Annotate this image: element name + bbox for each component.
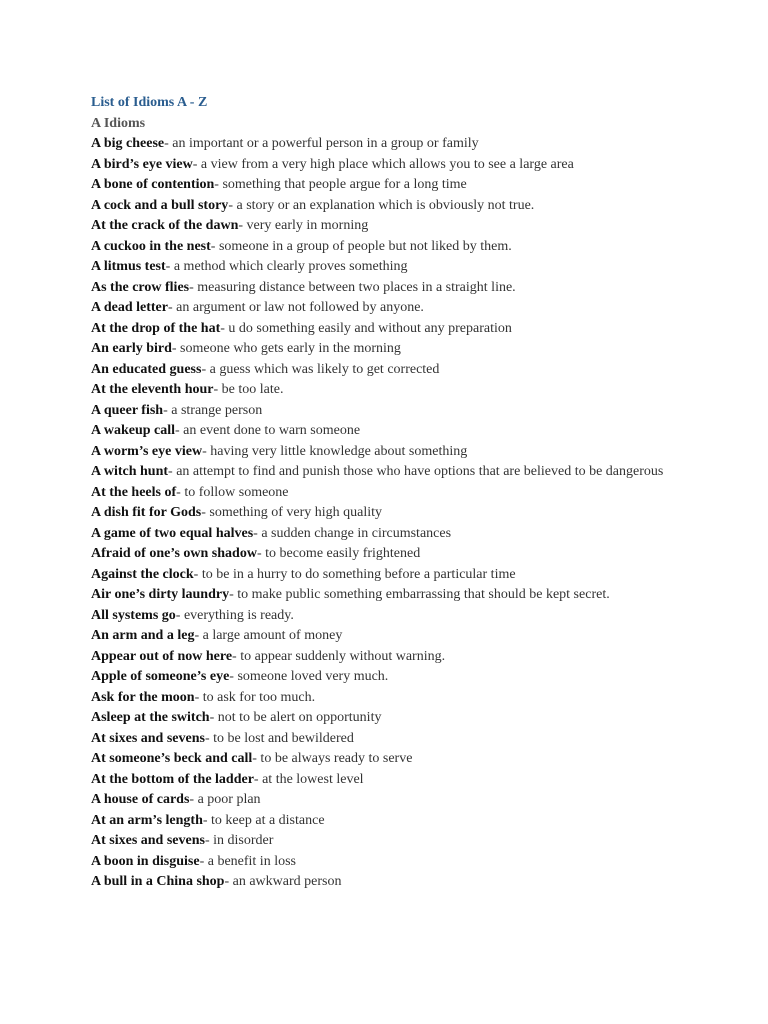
idiom-definition: - a guess which was likely to get corrected (201, 361, 440, 377)
idiom-term: A house of cards (91, 792, 190, 807)
idiom-term: A cuckoo in the nest (91, 238, 211, 254)
idiom-definition: - having very little knowledge about something (202, 443, 468, 459)
idiom-definition: - a method which clearly proves something (165, 259, 408, 274)
list-item (91, 298, 671, 319)
idiom-term: Ask for the moon (91, 689, 195, 705)
idiom-definition: - everything is ready. (175, 607, 294, 623)
idiom-term: Air one’s dirty laundry (91, 587, 230, 602)
idiom-definition: - to keep at a distance (202, 812, 325, 828)
list-item (91, 811, 671, 832)
list-item (91, 134, 671, 155)
list-item (91, 585, 671, 606)
section-heading: A Idioms (91, 115, 146, 131)
list-item (91, 442, 671, 463)
idiom-definition: - be too late. (213, 382, 284, 397)
idiom-definition: - measuring distance between two places in a straight line. (189, 279, 516, 295)
idiom-definition: - to be lost and bewildered (204, 730, 354, 746)
list-item (91, 380, 671, 401)
idiom-term: At the heels of (91, 484, 177, 500)
idiom-term: A bull in a China shop (91, 874, 225, 889)
idiom-definition: - an awkward person (224, 874, 342, 889)
idiom-definition: - to follow someone (176, 484, 289, 500)
list-item (91, 708, 671, 729)
idiom-term: An early bird (91, 341, 172, 356)
list-item (91, 175, 671, 196)
idiom-term: Asleep at the switch (91, 710, 210, 725)
list-item (91, 278, 671, 299)
idiom-term: A bone of contention (91, 177, 215, 192)
idiom-term: A litmus test (91, 259, 166, 274)
idiom-term: At the crack of the dawn (91, 218, 239, 233)
idiom-term: Afraid of one’s own shadow (91, 546, 257, 561)
idiom-term: At someone’s beck and call (91, 751, 253, 766)
idiom-term: At sixes and sevens (91, 833, 205, 848)
idiom-term: A worm’s eye view (91, 443, 203, 459)
idiom-term: At the eleventh hour (91, 382, 214, 397)
list-item (91, 401, 671, 422)
idiom-definition: - to be in a hurry to do something before a particular time (193, 566, 516, 582)
idiom-term: A bird’s eye view (91, 156, 193, 172)
idiom-definition: - very early in morning (238, 218, 369, 233)
idiom-definition: - to ask for too much. (194, 689, 316, 705)
list-item (91, 544, 671, 565)
idiom-definition: - a strange person (163, 402, 263, 418)
list-item (91, 770, 671, 791)
idiom-definition: - someone loved very much. (229, 669, 389, 684)
idiom-definition: - a view from a very high place which allows you to see a large area (192, 156, 574, 172)
idiom-definition: - an argument or law not followed by anyone. (167, 300, 424, 315)
list-item (91, 831, 671, 852)
idiom-term: All systems go (91, 607, 176, 623)
list-item (91, 196, 671, 217)
idiom-term: A boon in disguise (91, 853, 200, 869)
idiom-definition: - someone in a group of people but not liked by them. (210, 238, 512, 254)
list-item (91, 462, 671, 483)
idiom-definition: - a benefit in loss (199, 853, 296, 869)
idiom-term: A dead letter (91, 300, 168, 315)
idiom-definition: - at the lowest level (253, 771, 364, 787)
list-item (91, 319, 671, 340)
idiom-definition: - to appear suddenly without warning. (232, 648, 446, 664)
idiom-term: A cock and a bull story (91, 197, 229, 213)
idiom-term: A witch hunt (91, 464, 169, 479)
idiom-definition: - to become easily frightened (256, 546, 421, 561)
idiom-term: At sixes and sevens (91, 730, 205, 746)
idiom-term: At the bottom of the ladder (91, 771, 254, 787)
list-item (91, 749, 671, 770)
list-item (91, 688, 671, 709)
idiom-term: A dish fit for Gods (91, 505, 202, 520)
document-page (91, 93, 671, 893)
idiom-definition: - something of very high quality (201, 505, 383, 520)
list-item (91, 524, 671, 545)
list-item (91, 872, 671, 893)
list-item (91, 360, 671, 381)
list-item (91, 421, 671, 442)
list-item (91, 790, 671, 811)
idiom-definition: - u do something easily and without any preparation (220, 320, 512, 336)
list-item (91, 606, 671, 627)
list-item (91, 729, 671, 750)
idiom-definition: - an attempt to find and punish those who have options that are believed to be dangerous (168, 464, 664, 479)
idiom-list (91, 134, 671, 893)
idiom-term: A game of two equal halves (91, 525, 254, 541)
list-item (91, 626, 671, 647)
idiom-term: At the drop of the hat (91, 320, 221, 336)
idiom-definition: - a story or an explanation which is obviously not true. (228, 197, 535, 213)
list-item (91, 852, 671, 873)
idiom-definition: - a large amount of money (194, 628, 343, 643)
idiom-term: A big cheese (91, 136, 165, 151)
list-item (91, 339, 671, 360)
list-item (91, 667, 671, 688)
idiom-term: At an arm’s length (91, 812, 203, 828)
list-item (91, 237, 671, 258)
list-item (91, 647, 671, 668)
idiom-term: Apple of someone’s eye (91, 669, 230, 684)
idiom-term: A wakeup call (91, 423, 176, 438)
idiom-definition: - to be always ready to serve (252, 751, 413, 766)
idiom-definition: - to make public something embarrassing that should be kept secret. (229, 587, 610, 602)
list-item (91, 257, 671, 278)
list-item (91, 216, 671, 237)
list-item (91, 155, 671, 176)
idiom-definition: - in disorder (204, 833, 274, 848)
idiom-definition: - an event done to warn someone (175, 423, 361, 438)
idiom-term: Against the clock (91, 566, 194, 582)
idiom-definition: - a poor plan (189, 792, 261, 807)
document-title: List of Idioms A - Z (91, 95, 208, 110)
idiom-term: As the crow flies (91, 279, 190, 295)
idiom-term: Appear out of now here (91, 648, 233, 664)
list-item (91, 565, 671, 586)
idiom-definition: - a sudden change in circumstances (253, 525, 452, 541)
idiom-definition: - not to be alert on opportunity (209, 710, 382, 725)
idiom-definition: - someone who gets early in the morning (171, 341, 401, 356)
idiom-term: An arm and a leg (91, 628, 195, 643)
idiom-term: A queer fish (91, 402, 164, 418)
idiom-definition: - an important or a powerful person in a group or family (164, 136, 479, 151)
list-item (91, 483, 671, 504)
idiom-term: An educated guess (91, 361, 202, 377)
idiom-definition: - something that people argue for a long time (214, 177, 467, 192)
list-item (91, 503, 671, 524)
